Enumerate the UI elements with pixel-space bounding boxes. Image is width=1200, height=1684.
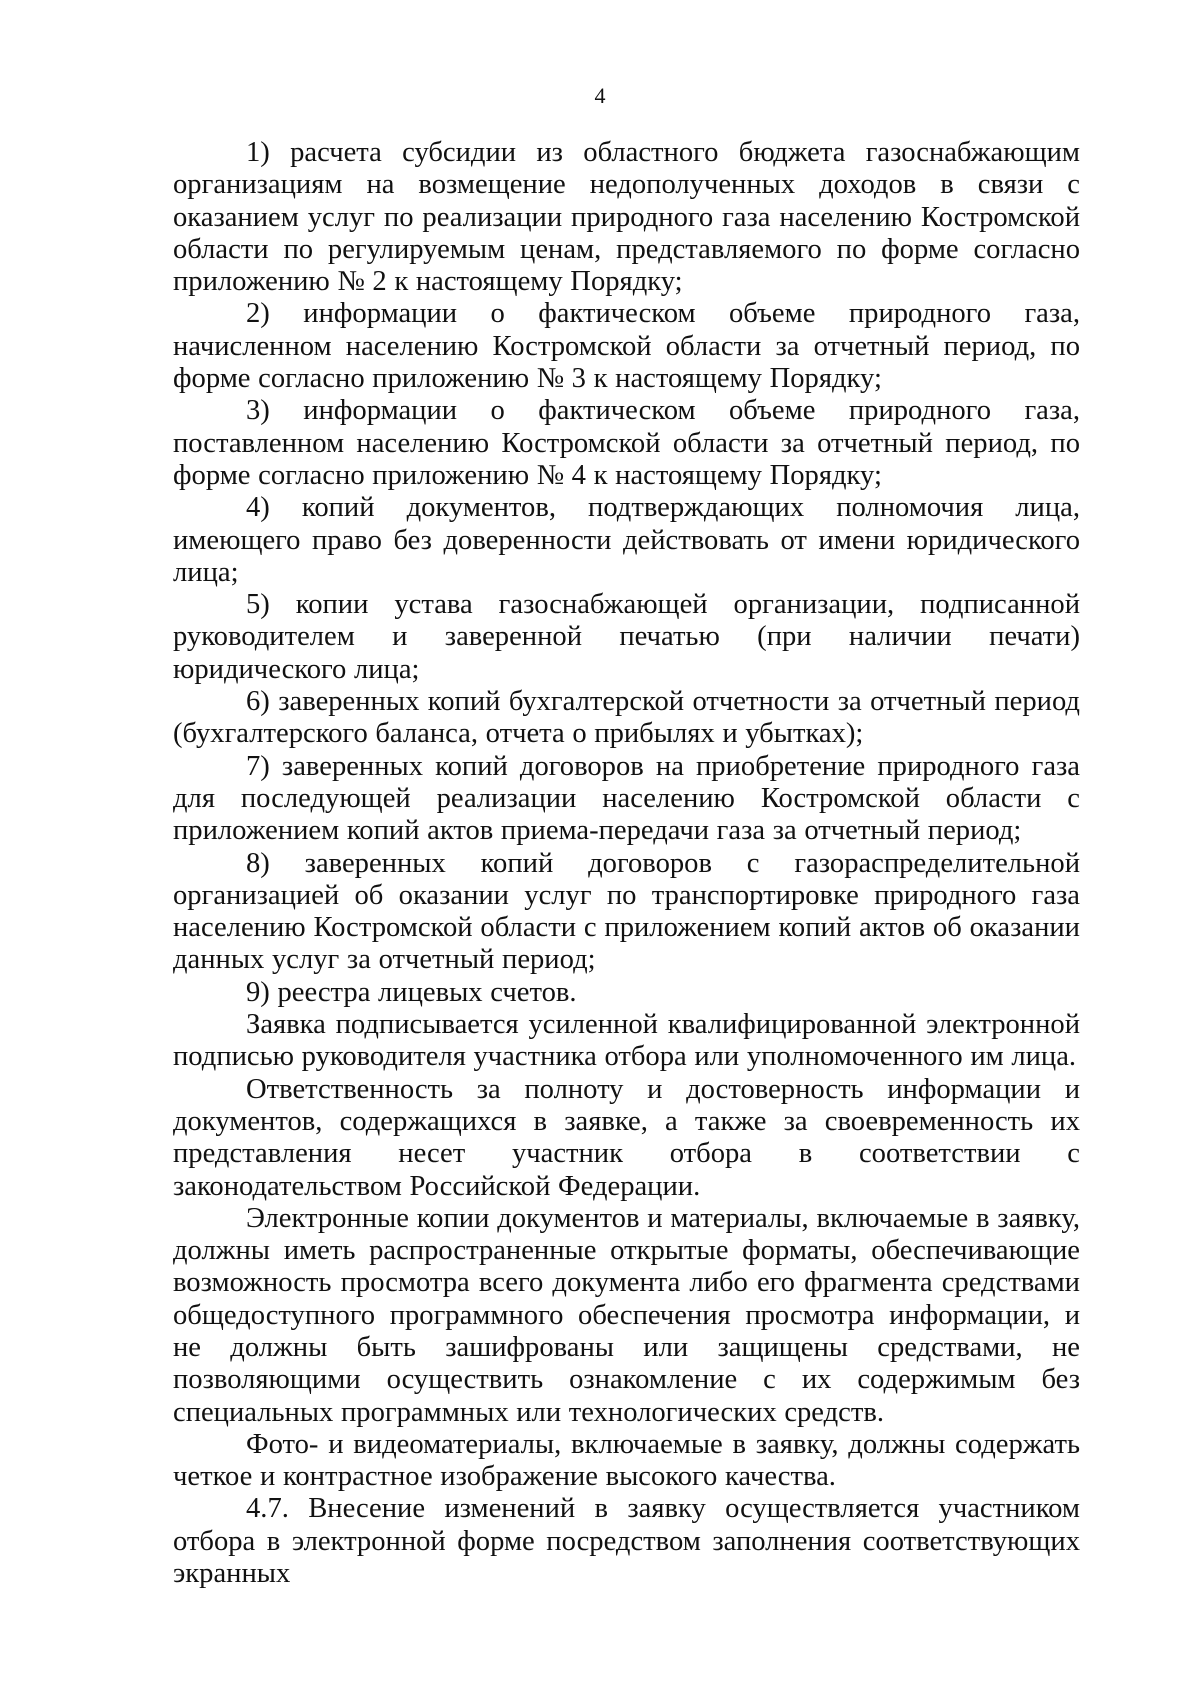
paragraph-item-3: 3) информации о фактическом объеме природного газа, поставленном населению Костромской области за отчетный период, по форме согласно приложению № 4 к настоящему Порядку; [173, 395, 1080, 491]
photo-video-paragraph: Фото- и видеоматериалы, включаемые в заявку, должны содержать четкое и контрастное изображение высокого качества. [173, 1428, 1080, 1493]
paragraph-item-2: 2) информации о фактическом объеме природного газа, начисленном населению Костромской области за отчетный период, по форме согласно приложению № 3 к настоящему Порядку; [173, 298, 1080, 395]
paragraph-item-7: 7) заверенных копий договоров на приобретение природного газа для последующей реализации населению Костромской области с приложением копий актов приема-передачи газа за отчетный период; [173, 750, 1080, 847]
paragraph-item-6: 6) заверенных копий бухгалтерской отчетности за отчетный период (бухгалтерского баланса, отчета о прибылях и убытках); [173, 686, 1080, 750]
paragraph-item-1: 1) расчета субсидии из областного бюджета газоснабжающим организациям на возмещение недополученных доходов в связи с оказанием услуг по реализации природного газа населению Костромской области по регулируемым ценам, представляемого по форме согласно приложению № 2 к настоящему Порядку; [173, 137, 1080, 298]
page-number: 4 [594, 83, 606, 108]
signature-requirement-paragraph: Заявка подписывается усиленной квалифицированной электронной подписью руководителя участника отбора или уполномоченного им лица. [173, 1009, 1080, 1073]
document-body [173, 137, 1080, 1590]
electronic-copies-paragraph: Электронные копии документов и материалы, включаемые в заявку, должны иметь распространенные открытые форматы, обеспечивающие возможность просмотра всего документа либо его фрагмента средствами общедоступного программного обеспечения просмотра информации, и не должны быть зашифрованы или защищены средствами, не позволяющими осуществить ознакомление с их содержимым без специальных программных или технологических средств. [173, 1202, 1080, 1428]
paragraph-item-4: 4) копий документов, подтверждающих полномочия лица, имеющего право без доверенности действовать от имени юридического лица; [173, 492, 1080, 588]
paragraph-item-9: 9) реестра лицевых счетов. [246, 976, 577, 1008]
paragraph-item-5: 5) копии устава газоснабжающей организации, подписанной руководителем и заверенной печатью (при наличии печати) юридического лица; [173, 589, 1080, 685]
section-4-7-paragraph: 4.7. Внесение изменений в заявку осуществляется участником отбора в электронной форме посредством заполнения соответствующих экранных [173, 1493, 1080, 1590]
paragraph-item-8: 8) заверенных копий договоров с газораспределительной организацией об оказании услуг по транспортировке природного газа населению Костромской области с приложением копий актов об оказании данных услуг за отчетный период; [173, 847, 1080, 976]
responsibility-paragraph: Ответственность за полноту и достоверность информации и документов, содержащихся в заявке, а также за своевременность их представления несет участник отбора в соответствии с законодательством Российской Федерации. [173, 1073, 1080, 1202]
